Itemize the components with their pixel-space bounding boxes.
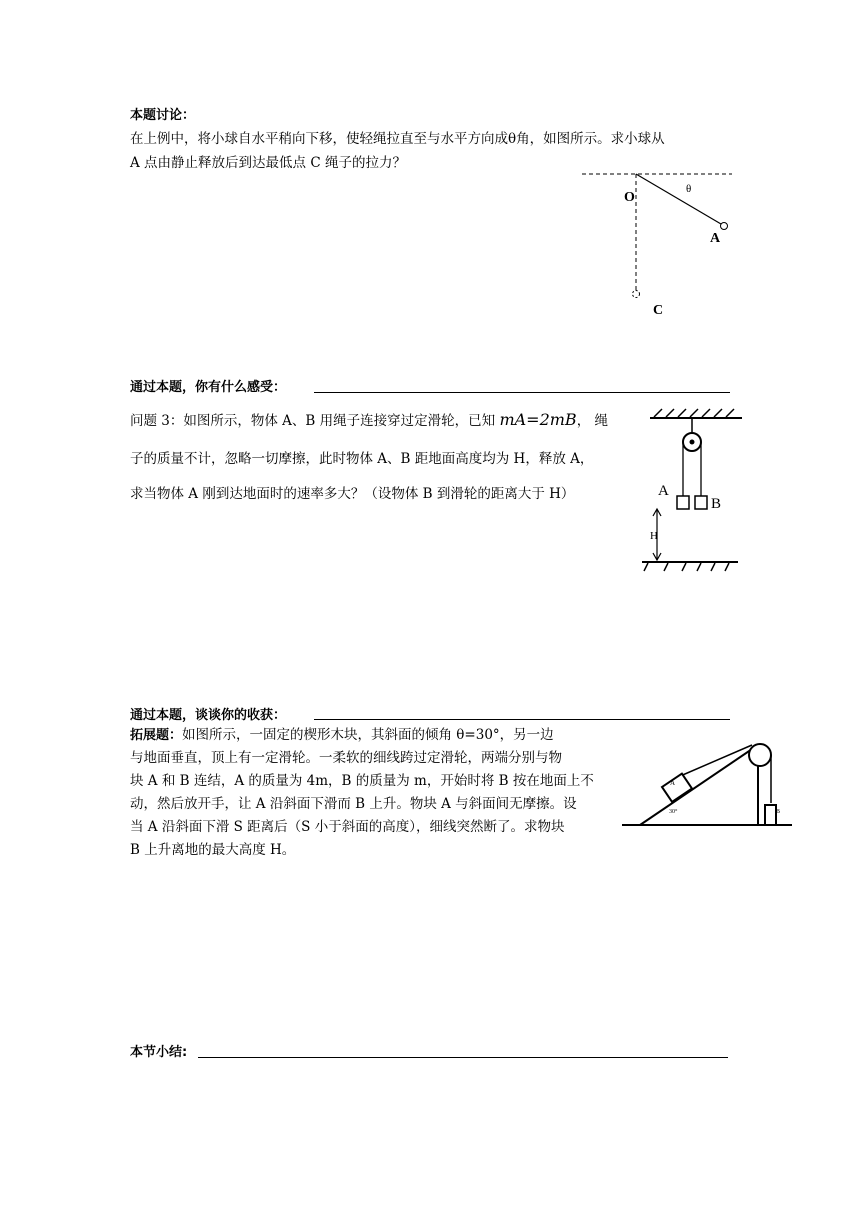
label-A: A [658, 483, 669, 499]
pulley-figure [638, 402, 748, 577]
ground-hatch [644, 563, 729, 571]
block-A [662, 774, 692, 802]
harvest-label: 通过本题，谈谈你的收获： [130, 708, 287, 723]
label-B: B [776, 809, 781, 815]
label-A: A [670, 779, 676, 787]
feeling-answer-line[interactable] [314, 392, 730, 393]
problem3-line1-suffix: ， 绳 [576, 413, 608, 429]
extension-paragraph [130, 724, 618, 862]
extension-line-6: B 上升离地的最大高度 H。 [130, 842, 296, 858]
summary-answer-line[interactable] [198, 1057, 728, 1058]
problem3-line1-prefix: 问题 3：如图所示，物体 A、B 用绳子连接穿过定滑轮，已知 [130, 413, 500, 429]
extension-line-2: 与地面垂直，顶上有一定滑轮。一柔软的细线跨过定滑轮，两端分别与物 [130, 750, 562, 766]
discussion-line-2: A 点由静止释放后到达最低点 C 绳子的拉力？ [130, 155, 406, 171]
label-H: H [650, 530, 658, 542]
problem3-line-3: 求当物体 A 刚到达地面时的速率多大？（设物体 B 到滑轮的距离大于 H） [130, 486, 575, 502]
ball-C [633, 291, 640, 298]
label-angle: 30° [669, 809, 678, 815]
ceiling-hatch [654, 409, 734, 417]
pulley-wheel [749, 744, 771, 766]
label-B: B [711, 496, 722, 512]
wedge-slope [640, 745, 758, 825]
problem3-line-1 [130, 407, 608, 434]
mass-relation: mA=2mB [499, 410, 577, 429]
label-O: O [624, 190, 635, 205]
rope-OA [636, 174, 721, 224]
extension-line-5: 当 A 沿斜面下滑 S 距离后（S 小于斜面的高度），细线突然断了。求物块 [130, 819, 565, 835]
block-A [677, 496, 689, 509]
extension-line-4: 动，然后放开手，让 A 沿斜面下滑而 B 上升。物块 A 与斜面间无摩擦。设 [130, 796, 577, 812]
pulley-axle [690, 440, 695, 445]
extension-line-3: 块 A 和 B 连结，A 的质量为 4m，B 的质量为 m，开始时将 B 按在地面上不 [130, 773, 594, 789]
discussion-line-1: 在上例中，将小球自水平稍向下移，使轻绳拉直至与水平方向成θ角，如图所示。求小球从 [130, 131, 665, 147]
harvest-answer-line[interactable] [314, 719, 730, 720]
label-theta: θ [686, 183, 692, 195]
label-A: A [710, 231, 721, 246]
block-B [765, 805, 776, 825]
discussion-heading: 本题讨论： [130, 108, 196, 123]
rope-to-A [678, 745, 752, 777]
wedge-figure [620, 735, 800, 835]
summary-label: 本节小结: [130, 1045, 188, 1060]
feeling-label: 通过本题，你有什么感受： [130, 380, 287, 395]
label-C: C [653, 303, 664, 318]
pendulum-figure [578, 160, 738, 320]
extension-heading: 拓展题： [130, 728, 183, 743]
extension-line-1: 如图所示，一固定的楔形木块，其斜面的倾角 θ=30°，另一边 [182, 727, 554, 743]
ball-A [721, 223, 728, 230]
block-B [695, 496, 707, 509]
problem3-line-2: 子的质量不计，忽略一切摩擦，此时物体 A、B 距地面高度均为 H，释放 A， [130, 451, 594, 467]
